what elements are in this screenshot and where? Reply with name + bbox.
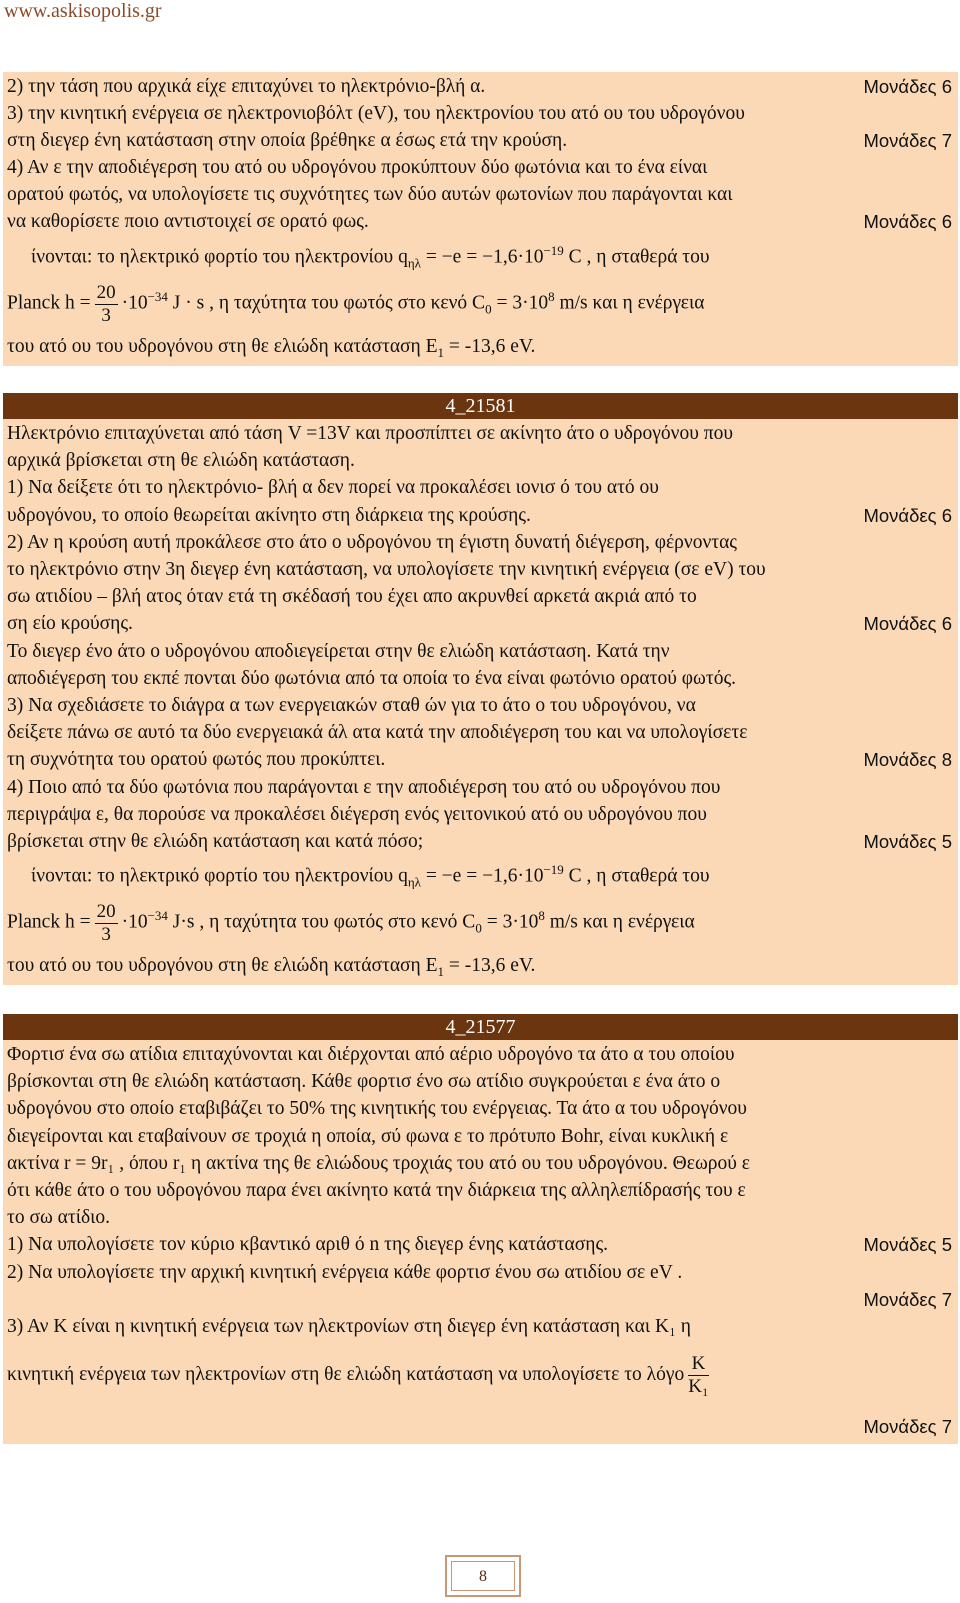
planck-label: Planck h = [7, 292, 91, 314]
text-line: 3) Αν K είναι η κινητική ενέργεια των ηλεκτρονίων στη διεγερ ένη κατάσταση και K₁ η [7, 1316, 691, 1337]
planck-power: ·10 [121, 292, 148, 314]
text-line: 4) Αν ε την αποδιέγερση του ατό ου υδρογόνου προκύπτουν δύο φωτόνια και το ένα είναι [7, 157, 708, 178]
text-line: βρίσκονται στη θε ελιώδη κατάσταση. Κάθε φορτισ ένο σω ατίδιο συγκρούεται ε ένα άτο ο [7, 1071, 721, 1093]
planck-fraction [95, 901, 118, 946]
text-line: σω ατιδίου – βλή ατος όταν ετά τη σκέδασή του έχει απο ακρυνθεί αρκετά ακριά από το [7, 586, 697, 608]
text-line: 1) Να υπολογίσετε τον κύριο κβαντικό αριθ ό n της διεγερ ένης κατάστασης. [7, 1234, 609, 1256]
text-line: Το διεγερ ένο άτο ο υδρογόνου αποδιεγείρεται στην θε ελιώδη κατάσταση. Κατά την [7, 640, 670, 662]
planck-label: Planck h = [7, 911, 91, 933]
given-text: ίνονται: το ηλεκτρικό φορτίο του ηλεκτρονίου q [31, 246, 408, 268]
speed-sub: 0 [475, 920, 482, 936]
text-line: αποδιέγερση του εκπέ πονται δύο φωτόνια από τα οποία το ένα είναι φωτόνιο ορατού φωτός. [7, 667, 737, 689]
section-3 [3, 1040, 958, 1444]
given-charge [31, 238, 952, 276]
text-line: υδρογόνου, το οποίο θεωρείται ακίνητο στη διάρκεια της κρούσης. [7, 504, 531, 526]
text-line: 2) την τάση που αρχικά είχε επιταχύνει το ηλεκτρόνιο-βλή α. [7, 76, 486, 97]
ratio-numerator: K [688, 1353, 708, 1376]
speed-sub: 0 [485, 301, 492, 317]
speed-text: J·s , η ταχύτητα του φωτός στο κενό C [167, 911, 476, 933]
marks-label: Μονάδες 7 [863, 1416, 952, 1437]
text-line: βρίσκεται στην θε ελιώδη κατάσταση και κατά πόσο; [7, 831, 424, 852]
ratio-denominator: K₁ [688, 1376, 709, 1398]
ratio-line [7, 1350, 952, 1400]
speed-exp: 8 [538, 908, 545, 923]
text-line: 2) Να υπολογίσετε την αρχική κινητική ενέργεια κάθε φορτισ ένου σω ατιδίου σε eV . [7, 1261, 683, 1283]
ratio-fraction [688, 1353, 708, 1398]
energy-text: m/s και η ενέργεια [554, 292, 705, 314]
given-sub: ηλ [407, 874, 421, 890]
ground-text: του ατό ου του υδρογόνου στη θε ελιώδη κατάσταση E [7, 336, 438, 357]
given-planck [7, 272, 952, 334]
given-end: C , η σταθερά του [563, 865, 710, 887]
text-line: ότι κάθε άτο ο του υδρογόνου παρα ένει ακίνητο κατά την διάρκεια της αλληλεπίδρασής του ε [7, 1180, 746, 1201]
exercise-header-21577: 4_21577 [3, 1014, 958, 1040]
marks-label: Μονάδες 5 [863, 831, 952, 852]
given-exp: −19 [543, 243, 564, 258]
text-line: υδρογόνου στο οποίο εταβιβάζει το 50% της κινητικής του ενέργειας. Τα άτο α του υδρογόνου [7, 1098, 747, 1120]
ground-sub: 1 [437, 344, 445, 360]
speed-text: J · s , η ταχύτητα του φωτός στο κενό C [167, 292, 486, 314]
section-1 [3, 72, 958, 366]
fraction-numerator: 20 [96, 900, 116, 922]
planck-exp: −34 [147, 289, 168, 304]
speed-exp: 8 [548, 289, 555, 304]
text-line: 4) Ποιο από τα δύο φωτόνια που παράγονται ε την αποδιέγερση του ατό ου υδρογόνου που [7, 776, 721, 798]
text-line: να καθορίσετε ποιο αντιστοιχεί σε ορατό φως. [7, 211, 369, 232]
ground-sub: 1 [437, 963, 445, 979]
given-ground-energy [7, 953, 952, 985]
ratio-text: κινητική ενέργεια των ηλεκτρονίων στη θε ελιώδη κατάσταση να υπολογίσετε το λόγο [7, 1364, 685, 1385]
marks-label: Μονάδες 6 [863, 211, 952, 232]
text-line: το σω ατίδιο. [7, 1207, 111, 1229]
marks-label: Μονάδες 7 [863, 1288, 952, 1310]
text-line: αρχικά βρίσκεται στη θε ελιώδη κατάσταση. [7, 450, 355, 472]
marks-label: Μονάδες 6 [863, 76, 952, 97]
text-line: Ηλεκτρόνιο επιταχύνεται από τάση V =13V και προσπίπτει σε ακίνητο άτο ο υδρογόνου που [7, 423, 734, 444]
text-line: στη διεγερ ένη κατάσταση στην οποία βρέθηκε α έσως ετά την κρούση. [7, 130, 568, 151]
text-line: διεγείρονται και εταβαίνουν σε τροχιά η οποία, σύ φωνα ε το πρότυπο Bohr, είναι κυκλική ε [7, 1125, 729, 1147]
exercise-header-21581: 4_21581 [3, 393, 958, 419]
text-line: 3) Να σχεδιάσετε το διάγρα α των ενεργειακών σταθ ών για το άτο ο του υδρογόνου, να [7, 695, 696, 716]
text-line: Φορτισ ένα σω ατίδια επιταχύνονται και διέρχονται από αέριο υδρογόνο τα άτο α του οποίου [7, 1044, 735, 1065]
fraction-denominator: 3 [101, 304, 111, 326]
given-charge [31, 857, 952, 895]
ground-text: του ατό ου του υδρογόνου στη θε ελιώδη κατάσταση E [7, 955, 438, 976]
text-line: τη συχνότητα του ορατού φωτός που προκύπτει. [7, 749, 386, 771]
marks-label: Μονάδες 6 [863, 504, 952, 526]
site-url[interactable]: www.askisopolis.gr [4, 0, 162, 22]
given-text: ίνονται: το ηλεκτρικό φορτίο του ηλεκτρονίου q [31, 865, 408, 887]
marks-label: Μονάδες 7 [863, 130, 952, 151]
planck-power: ·10 [121, 911, 148, 933]
marks-label: Μονάδες 6 [863, 613, 952, 635]
planck-fraction [95, 282, 118, 327]
text-line: ση είο κρούσης. [7, 613, 133, 635]
text-line: 1) Να δείξετε ότι το ηλεκτρόνιο- βλή α δεν πορεί να προκαλέσει ιονισ ό του ατό ου [7, 477, 659, 499]
speed-value: = 3·10 [491, 292, 549, 314]
ground-value: = -13,6 eV. [444, 955, 536, 976]
ground-value: = -13,6 eV. [444, 336, 536, 357]
marks-label: Μονάδες 5 [863, 1234, 952, 1256]
page-number: 8 [451, 1561, 515, 1591]
text-line: ακτίνα r = 9r₁ , όπου r₁ η ακτίνα της θε ελιώδους τροχιάς του ατό ου του υδρογόνου. Θεωρού ε [7, 1152, 750, 1174]
given-exp: −19 [543, 862, 564, 877]
text-line: 3) την κινητική ενέργεια σε ηλεκτρονιοβόλτ (eV), του ηλεκτρονίου του ατό ου του υδρογόνου [7, 103, 745, 124]
fraction-numerator: 20 [96, 281, 116, 303]
text-line: 2) Αν η κρούση αυτή προκάλεσε στο άτο ο υδρογόνου τη έγιστη δυνατή διέγερση, φέρνοντας [7, 531, 738, 553]
page-number-box [445, 1555, 521, 1597]
speed-value: = 3·10 [481, 911, 539, 933]
fraction-denominator: 3 [101, 923, 111, 945]
given-ground-energy [7, 334, 952, 366]
given-eq: = −e = −1,6·10 [420, 246, 544, 268]
given-planck [7, 891, 952, 953]
section-2 [3, 419, 958, 985]
marks-label: Μονάδες 8 [863, 749, 952, 771]
planck-exp: −34 [147, 908, 168, 923]
given-sub: ηλ [407, 255, 421, 271]
text-line: το ηλεκτρόνιο στην 3η διεγερ ένη κατάσταση, να υπολογίσετε την κινητική ενέργεια (σε eV) του [7, 559, 766, 580]
given-eq: = −e = −1,6·10 [420, 865, 544, 887]
given-end: C , η σταθερά του [563, 246, 710, 268]
energy-text: m/s και η ενέργεια [544, 911, 695, 933]
text-line: περιγράψα ε, θα πορούσε να προκαλέσει διέγερση ενός γειτονικού ατό ου υδρογόνου που [7, 803, 707, 825]
text-line: ορατού φωτός, να υπολογίσετε τις συχνότητες των δύο αυτών φωτονίων που παράγονται και [7, 184, 733, 205]
text-line: δείξετε πάνω σε αυτό τα δύο ενεργειακά άλ ατα κατά την αποδιέγερση του και να υπολογίσετε [7, 722, 748, 744]
